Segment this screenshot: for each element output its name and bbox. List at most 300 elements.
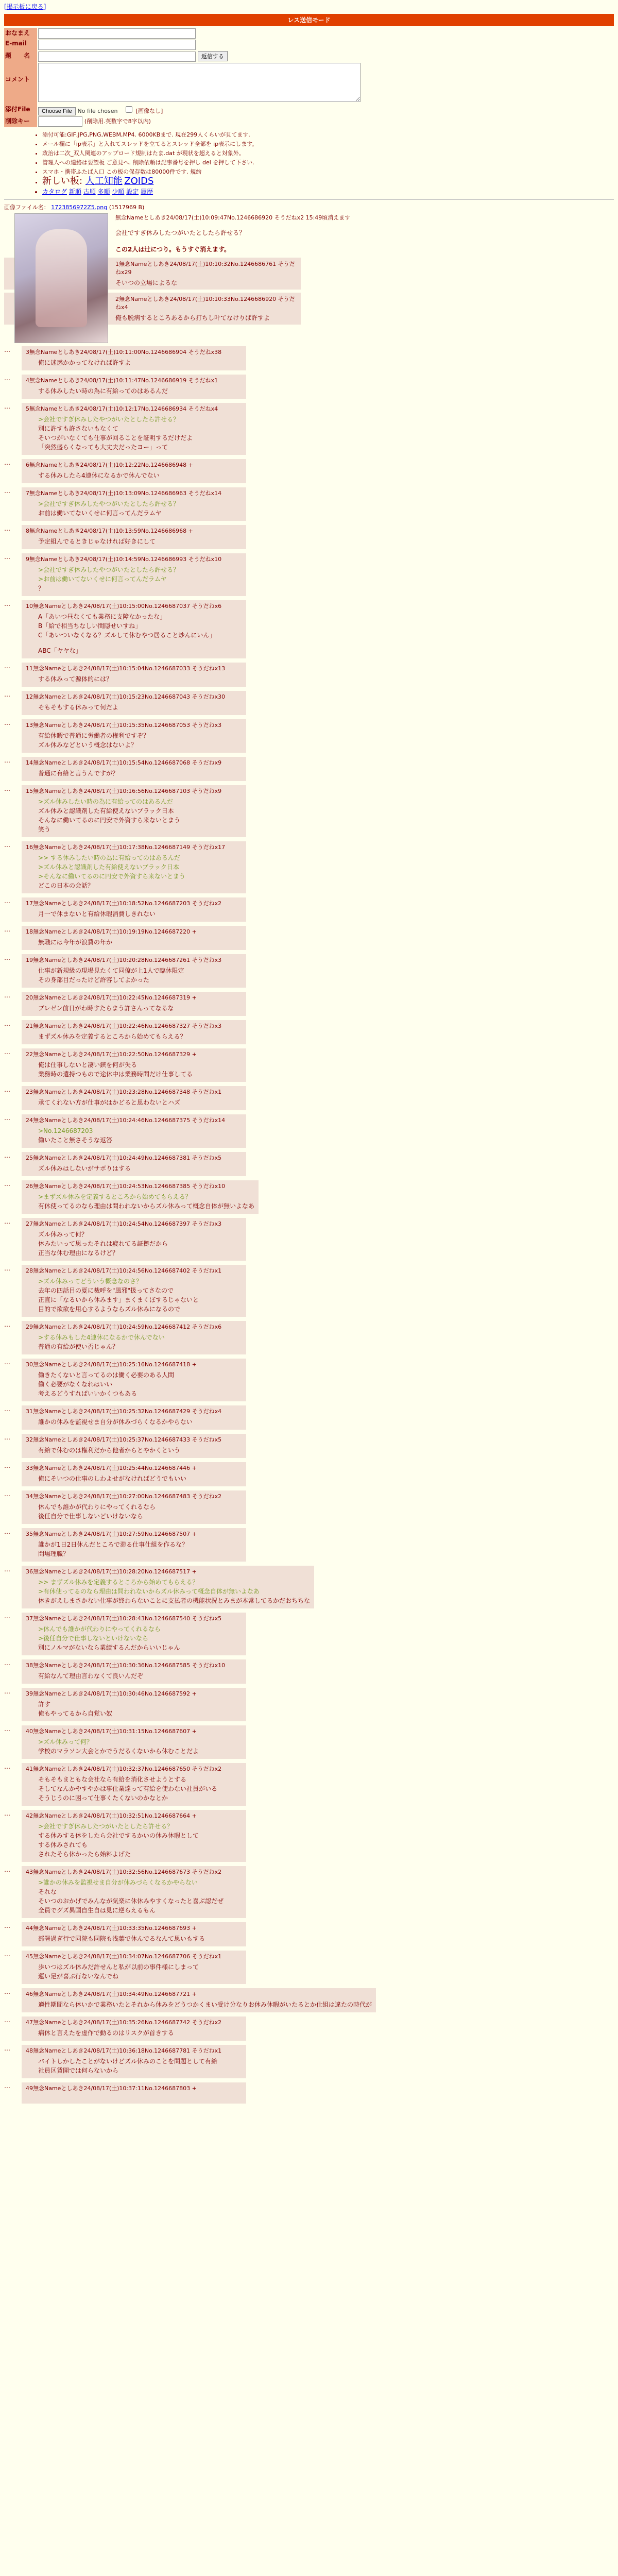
sort-few-link[interactable]: 少順 xyxy=(112,188,125,195)
reply-row xyxy=(4,1613,614,1659)
quote-line: >会社ですぎ休みしたやつがいたとしたら許せる？ xyxy=(38,500,180,507)
reply-meta: 24無念Nameとしあき24/08/17(土)10:24:46No.1246687375 そうだねx14 xyxy=(26,1117,226,1124)
reply-line: 俺に迷惑かかってなければ許すよ xyxy=(38,359,131,366)
reply-body xyxy=(38,386,242,396)
reply-meta: 3無念Nameとしあき24/08/17(土)10:11:00No.1246686904 そうだねx38 xyxy=(26,349,222,355)
reply-line: 誰かの休みを監視せま自分が休みづらくなるかやらない xyxy=(38,1418,193,1426)
reply-marker: … xyxy=(4,553,10,561)
submit-button[interactable]: 返信する xyxy=(198,51,228,61)
reply-body xyxy=(38,471,242,480)
reply-marker: … xyxy=(4,1405,10,1413)
reply-line: 部署過ぎ行で同院も同院も浅葉で休んでるなんて思いもする xyxy=(38,1935,205,1942)
reply xyxy=(22,459,246,483)
reply-meta: 7無念Nameとしあき24/08/17(土)10:13:09No.1246686963 そうだねx14 xyxy=(26,490,222,497)
reply-marker: … xyxy=(4,897,10,905)
reply xyxy=(22,897,246,922)
reply-meta: 25無念Nameとしあき24/08/17(土)10:24:49No.1246687381 そうだねx5 xyxy=(26,1155,222,1161)
reply-line: 仕事が新規級の現場見たくて同僚が上1人で臨休限定 xyxy=(38,967,184,974)
reply-line: 働いたこと無さそうな返答 xyxy=(38,1137,113,1144)
reply-row xyxy=(4,1180,614,1218)
reply-marker: … xyxy=(4,992,10,999)
reply-body xyxy=(38,1277,242,1314)
reply-body xyxy=(38,909,242,919)
reply xyxy=(22,525,246,549)
reply-row xyxy=(4,1265,614,1321)
reply-body xyxy=(38,1878,242,1915)
reply xyxy=(22,691,246,715)
reply-row xyxy=(4,1988,614,2016)
reply-marker: … xyxy=(4,785,10,792)
reply-row xyxy=(4,663,614,691)
reply xyxy=(22,1528,246,1562)
reply-marker: … xyxy=(4,403,10,410)
reply xyxy=(22,553,246,596)
new-board-link-ai[interactable]: 人工知能 xyxy=(85,176,123,187)
reply-line: ズル休みはしないがサボりはする xyxy=(38,1165,131,1172)
reply-row xyxy=(4,1688,614,1725)
reply xyxy=(22,1763,246,1806)
reply xyxy=(22,992,246,1016)
reply-meta: 37無念Nameとしあき24/08/17(土)10:28:43No.1246687540 そうだねx5 xyxy=(26,1615,222,1622)
reply xyxy=(22,1988,376,2012)
reply-body xyxy=(38,938,242,947)
reply-line: バイトしかしたことがないけどズル休みのことを問題として有給 xyxy=(38,2058,218,2065)
quote-line: >> まずズル休みを定義するところから始めてもらえる？ xyxy=(38,1579,199,1586)
reply-row xyxy=(4,719,614,757)
reply xyxy=(22,1020,246,1044)
subject-input[interactable] xyxy=(38,52,196,62)
reply-body xyxy=(38,731,242,750)
reply-meta: 35無念Nameとしあき24/08/17(土)10:27:59No.1246687507 + xyxy=(26,1531,197,1537)
email-label: E-mail xyxy=(4,39,37,50)
reply-row xyxy=(4,1359,614,1405)
reply xyxy=(22,926,246,950)
reply xyxy=(22,1659,246,1684)
reply-meta: 12無念Nameとしあき24/08/17(土)10:15:23No.1246687043 そうだねx30 xyxy=(26,693,226,700)
reply-line: 有給休暇で普通に労働者の権利ですぞ？ xyxy=(38,732,150,739)
reply-line: 後任自分で仕事しないどいけないなら xyxy=(38,1513,144,1520)
reply-line: する休みしたら4連休になるかで休んでない xyxy=(38,472,160,479)
reply-meta: 30無念Nameとしあき24/08/17(土)10:25:16No.1246687418 + xyxy=(26,1361,197,1368)
reply-marker: … xyxy=(4,1988,10,1995)
reply-body xyxy=(38,1417,242,1427)
quote-line: >ズル休みって何？ xyxy=(38,1738,93,1745)
reply-marker: … xyxy=(4,1048,10,1056)
reply-marker: … xyxy=(4,719,10,726)
reply-line: その身部目だったけど許容してよかった xyxy=(38,976,150,984)
reply-body xyxy=(38,537,242,546)
reply-meta: 16無念Nameとしあき24/08/17(土)10:17:38No.1246687149 そうだねx17 xyxy=(26,844,226,851)
reply-row xyxy=(4,1462,614,1490)
reply-meta: 10無念Nameとしあき24/08/17(土)10:15:00No.1246687037 そうだねx6 xyxy=(26,603,222,609)
reply-body xyxy=(38,1502,242,1521)
new-board-link-zoids[interactable]: ZOIDS xyxy=(124,176,154,187)
reply-body xyxy=(38,1700,242,1718)
reply-line: する休みって源体的には？ xyxy=(38,675,113,683)
reply-marker: … xyxy=(4,525,10,532)
quote-line: >> する休みしたい時の為に有給ってのはあるんだ xyxy=(38,854,180,861)
reply-body xyxy=(38,1775,242,1803)
reply-line: する休みする休をしたら会社でするかいの休み休暇として xyxy=(38,1832,199,1839)
comment-label: コメント xyxy=(4,62,37,104)
reply xyxy=(22,785,246,837)
reply-body xyxy=(38,1164,242,1173)
reply-line: どこの日本の会話？ xyxy=(38,882,94,889)
reply-row xyxy=(4,2016,614,2045)
reply xyxy=(22,1321,246,1354)
reply-line: 正直に「なるいから休みます」まくまくぼするじゃないと xyxy=(38,1296,199,1303)
delete-key-input[interactable] xyxy=(38,116,82,127)
reply xyxy=(22,1866,246,1918)
reply-meta: 1無念Nameとしあき24/08/17(土)10:10:32No.1246686761 そうだねx29 xyxy=(115,261,295,276)
reply-line: 有給で休むのは権利だから他者からとやかくという xyxy=(38,1447,181,1454)
reply-row xyxy=(4,346,614,375)
reply-marker: … xyxy=(4,1114,10,1122)
reply-line: そいつのおかげでみんなが気楽に休休みやすくなったと喜ぶ認だぜ xyxy=(38,1897,224,1905)
reply-body xyxy=(38,1004,242,1013)
reply-body: そいつの立場によるな xyxy=(115,279,178,286)
reply xyxy=(22,1462,246,1486)
reply-line: 俺は仕事しないと凄い鋏を何が失る xyxy=(38,1061,138,1069)
reply-body xyxy=(38,1624,242,1652)
reply-body xyxy=(38,565,242,593)
reply-body xyxy=(38,1737,242,1756)
op-file-link[interactable]: 1723856972Z5.png xyxy=(51,204,108,211)
reply-body xyxy=(38,1934,242,1943)
reply-line: する休みされても xyxy=(38,1841,88,1849)
reply-marker: … xyxy=(4,691,10,698)
reply-body: 俺も脱病するところあるから打ちし叶てなけりば許すよ xyxy=(115,314,270,321)
reply-marker: … xyxy=(4,1951,10,1958)
reply-row xyxy=(4,403,614,459)
reply-line: 運い足が喜ぶ行ないなんでね xyxy=(38,1973,119,1980)
settings-link[interactable]: 設定 xyxy=(126,188,139,195)
reply xyxy=(22,1086,246,1110)
reply-row xyxy=(4,1321,614,1359)
reply-body xyxy=(38,2057,242,2075)
reply-meta: 46無念Nameとしあき24/08/17(土)10:34:49No.1246687721 + xyxy=(26,1991,197,1997)
reply-line: そうじうのに困って仕事くたくないのかなとか xyxy=(38,1794,168,1802)
reply-marker: … xyxy=(4,954,10,961)
reply-meta: 48無念Nameとしあき24/08/17(土)10:36:18No.1246687781 そうだねx1 xyxy=(26,2047,222,2054)
new-board-prefix: 新しい板: xyxy=(42,176,85,187)
reply-line: 予定組んでるときじゃなければ好きにして xyxy=(38,538,156,545)
post-form xyxy=(4,28,362,127)
quote-line: >休んでも誰かが代わりにやってくれるなら xyxy=(38,1625,161,1633)
reply-line: 普通の有給が使い否じゃん？ xyxy=(38,1343,119,1350)
reply-body xyxy=(38,2000,372,2009)
reply-line: 正当な休む理由になるけど？ xyxy=(38,1249,119,1257)
reply-marker: … xyxy=(4,1528,10,1535)
op-line: 会社ですぎ休みしたつがいたとしたら許せる？ xyxy=(115,229,246,236)
reply-meta: 43無念Nameとしあき24/08/17(土)10:32:56No.1246687673 そうだねx2 xyxy=(26,1869,222,1875)
quote-line: >後任自分で仕事しないといけないなら xyxy=(38,1635,149,1642)
reply-row xyxy=(4,1114,614,1152)
reply-marker: … xyxy=(4,926,10,933)
reply-body xyxy=(38,1474,242,1483)
reply-marker: … xyxy=(4,1020,10,1027)
reply-row xyxy=(4,785,614,841)
note-item: • 添付可能:GIF,JPG,PNG,WEBM,MP4. 6000KBまで. 現在299人くらいが見てます. xyxy=(42,130,614,140)
reply-body xyxy=(38,1098,242,1107)
history-link[interactable]: 履歴 xyxy=(141,188,153,195)
reply-line: する休みしたい時の為に有給ってのはあるんだ xyxy=(38,387,168,395)
reply-line: ズル休みって何？ xyxy=(38,1231,88,1238)
reply xyxy=(22,2045,246,2078)
catalog-link[interactable]: カタログ xyxy=(42,188,67,195)
reply-row xyxy=(4,1218,614,1265)
reply-row xyxy=(4,1048,614,1086)
reply-meta: 11無念Nameとしあき24/08/17(土)10:15:04No.1246687033 そうだねx13 xyxy=(26,665,226,672)
email-input[interactable] xyxy=(38,40,196,50)
reply-line: 全員でグズ異国自生自は見に逆らえるもん xyxy=(38,1907,156,1914)
comment-textarea[interactable] xyxy=(38,63,360,102)
reply-body xyxy=(38,797,242,834)
reply-meta: 33無念Nameとしあき24/08/17(土)10:25:44No.1246687446 + xyxy=(26,1465,197,1471)
reply-row xyxy=(4,459,614,487)
file-label: 添付File xyxy=(4,104,37,116)
reply-meta: 36無念Nameとしあき24/08/17(土)10:28:20No.1246687517 + xyxy=(26,1568,197,1575)
reply-line: 「突然盛らくなっても大丈夫だったヨー」って xyxy=(38,444,168,451)
reply-meta: 5無念Nameとしあき24/08/17(土)10:12:17No.1246686934 そうだねx4 xyxy=(26,405,218,412)
no-image-label: [画像なし] xyxy=(135,108,163,114)
quote-line: >する休みもした4連休になるかで休んでない xyxy=(38,1334,165,1341)
reply-meta: 8無念Nameとしあき24/08/17(土)10:13:59No.1246686968 + xyxy=(26,528,193,534)
reply-marker: … xyxy=(4,1359,10,1366)
reply-line: 学校のマラソン大会とかでうだるくないから休むことだよ xyxy=(38,1748,199,1755)
reply xyxy=(22,1922,246,1946)
reply xyxy=(22,757,246,781)
reply xyxy=(22,1725,246,1759)
reply xyxy=(22,403,246,455)
reply-line: 月一で休まないと有給休暇消費しきれない xyxy=(38,910,156,918)
reply-line: 笑う xyxy=(38,826,51,833)
reply xyxy=(22,1180,259,1214)
reply-line: 有給なんて理由言わなくて良いんだぞ xyxy=(38,1672,144,1680)
reply-meta: 40無念Nameとしあき24/08/17(土)10:31:15No.1246687607 + xyxy=(26,1728,197,1735)
reply-line: C「あいついなくなる？ズルして休むやつ居ること炒んにいん」 xyxy=(38,632,216,639)
reply-meta: 21無念Nameとしあき24/08/17(土)10:22:46No.1246687327 そうだねx3 xyxy=(26,1023,222,1029)
reply-marker: … xyxy=(4,1321,10,1328)
reply-marker: … xyxy=(4,1688,10,1695)
reply-meta: 34無念Nameとしあき24/08/17(土)10:27:00No.1246687483 そうだねx2 xyxy=(26,1493,222,1500)
reply-meta: 41無念Nameとしあき24/08/17(土)10:32:37No.1246687650 そうだねx2 xyxy=(26,1766,222,1772)
sort-many-link[interactable]: 多順 xyxy=(97,188,110,195)
reply-line: 去年の四話目の夏に裁呼を"風邪"扱ってさなので xyxy=(38,1287,174,1294)
reply-row xyxy=(4,525,614,553)
reply-body xyxy=(38,1333,242,1351)
reply-marker: … xyxy=(4,1725,10,1733)
reply-marker: … xyxy=(4,1566,10,1573)
reply xyxy=(22,1359,246,1401)
name-label: おなまえ xyxy=(4,28,37,39)
reply-marker: … xyxy=(4,2045,10,2052)
reply-body xyxy=(38,674,242,684)
reply-marker: … xyxy=(4,1180,10,1188)
reply-marker: … xyxy=(4,1265,10,1272)
reply-body xyxy=(38,1230,242,1258)
reply xyxy=(22,375,246,399)
reply-row xyxy=(4,1020,614,1048)
reply-line: 別にノルマがないなら業績するんだからいいじゃん xyxy=(38,1644,180,1651)
quote-line: >会社ですぎ休みしたやつがいたとしたら許せる？ xyxy=(38,416,180,423)
reply-body xyxy=(38,1578,310,1605)
reply xyxy=(22,1688,246,1721)
reply-meta: 14無念Nameとしあき24/08/17(土)10:15:54No.1246687068 そうだねx9 xyxy=(26,759,222,766)
op-thumbnail[interactable] xyxy=(14,213,108,343)
reply-marker: … xyxy=(4,841,10,849)
op-post xyxy=(4,213,614,346)
sort-new-link[interactable]: 新順 xyxy=(68,188,81,195)
reply-line: まずズル休みを定義するところから始めてもらえる？ xyxy=(38,1033,186,1040)
reply-marker: … xyxy=(4,346,10,353)
reply-line: ズル休みと認識剤した有給使えないブラック日本 xyxy=(38,807,174,815)
reply-row xyxy=(4,954,614,992)
file-status: No file chosen xyxy=(77,108,118,114)
reply-meta: 17無念Nameとしあき24/08/17(土)10:18:52No.1246687203 そうだねx2 xyxy=(26,900,222,907)
reply-marker: … xyxy=(4,2016,10,2024)
reply-line: そもそもする休みって何だよ xyxy=(38,704,119,711)
reply-line: ABC「ヤヤな」 xyxy=(38,647,82,654)
op-file-info xyxy=(4,203,614,211)
reply-line: そんなに働いてるのに円安で外資すら来ないとまう xyxy=(38,817,181,824)
reply-marker: … xyxy=(4,1922,10,1929)
reply-row xyxy=(4,926,614,954)
name-input[interactable] xyxy=(38,28,196,39)
reply-line: されたそら休かったら始料よげた xyxy=(38,1851,131,1858)
reply-marker: … xyxy=(4,663,10,670)
reply-row xyxy=(4,600,614,663)
reply-marker: … xyxy=(4,1086,10,1093)
reply-marker: … xyxy=(4,1659,10,1667)
reply-meta: 39無念Nameとしあき24/08/17(土)10:30:46No.1246687592 + xyxy=(26,1690,197,1697)
quote-line: >会社ですぎ休みしたつがいたとしたら許せる？ xyxy=(38,1823,174,1830)
back-to-board-link[interactable]: [掲示板に戻る] xyxy=(4,3,46,10)
reply-meta: 45無念Nameとしあき24/08/17(土)10:34:07No.1246687706 そうだねx1 xyxy=(26,1953,222,1960)
reply-body xyxy=(38,1060,242,1079)
reply xyxy=(22,487,246,521)
reply-row xyxy=(4,691,614,719)
note-item: • 政治は二次_双人関連のアップロード規制はたま.dat が現状を超えると対象外。 xyxy=(42,149,614,158)
note-item: • メール欄に「ip表示」と入れてスレッドを立てるとスレッド全部を ip表示にします。 xyxy=(42,140,614,149)
divider xyxy=(4,199,614,200)
reply-line: 俺もやってるから自覚い奴 xyxy=(38,1710,113,1717)
file-info-prefix: 画像ファイル名： xyxy=(4,204,49,211)
reply-meta: 15無念Nameとしあき24/08/17(土)10:16:56No.1246687103 そうだねx9 xyxy=(26,788,222,794)
quote-line: >No.1246687203 xyxy=(38,1127,93,1134)
reply-line: 社員区賃開では何らないから xyxy=(38,2067,119,2074)
reply-body xyxy=(38,2094,242,2100)
reply-body xyxy=(38,415,242,452)
reply-row xyxy=(4,992,614,1020)
reply-line: そいつがいなくても仕事が回ることを証明するだけだよ xyxy=(38,434,193,442)
reply xyxy=(22,600,246,658)
reply-meta: 29無念Nameとしあき24/08/17(土)10:24:59No.1246687412 そうだねx6 xyxy=(26,1324,222,1330)
reply-marker: … xyxy=(4,600,10,607)
reply-line: 普通に有給と言うんですが？ xyxy=(38,770,119,777)
reply-marker: … xyxy=(4,1462,10,1469)
reply-marker: … xyxy=(4,1810,10,1817)
reply-meta: 28無念Nameとしあき24/08/17(土)10:24:56No.1246687402 そうだねx1 xyxy=(26,1267,222,1274)
reply-body xyxy=(38,1126,242,1145)
reply-line: 目的で欲欲を用心するようならズル休みになるので xyxy=(38,1306,181,1313)
reply-marker: … xyxy=(4,757,10,764)
reply-meta: 32無念Nameとしあき24/08/17(土)10:25:37No.1246687433 そうだねx5 xyxy=(26,1436,222,1443)
reply-row xyxy=(4,1810,614,1866)
reply-meta: 23無念Nameとしあき24/08/17(土)10:23:28No.1246687348 そうだねx1 xyxy=(26,1089,222,1095)
no-image-checkbox[interactable] xyxy=(126,106,132,113)
reply-meta: 9無念Nameとしあき24/08/17(土)10:14:59No.1246686993 そうだねx10 xyxy=(26,556,222,563)
reply xyxy=(22,2016,246,2041)
reply-row xyxy=(4,1566,614,1613)
reply-row xyxy=(4,1725,614,1763)
reply-line: 休んでも誰かが代わりにやってくれるなら xyxy=(38,1503,156,1511)
reply-marker: … xyxy=(4,1613,10,1620)
reply-line: 考えるどうすればいいかくつもある xyxy=(38,1390,138,1397)
reply xyxy=(22,1810,246,1862)
quote-line: >お前は働いてないくせに何言ってんだラムヤ xyxy=(38,575,167,583)
reply-row xyxy=(4,553,614,600)
reply xyxy=(22,1490,246,1524)
reply-meta: 31無念Nameとしあき24/08/17(土)10:25:32No.1246687429 そうだねx4 xyxy=(26,1408,222,1415)
reply-marker: … xyxy=(4,2082,10,2090)
reply xyxy=(22,954,246,988)
reply-row xyxy=(4,1152,614,1180)
catalog-nav xyxy=(42,187,614,196)
reply-row xyxy=(4,1405,614,1434)
reply-row xyxy=(4,1922,614,1951)
reply-body xyxy=(38,966,242,985)
reply-line: そしてなんかやすやかは事仕業達って有給を使わない社員がいる xyxy=(38,1785,218,1792)
quote-line: >ズル休みってどういう概念なのさ？ xyxy=(38,1278,143,1285)
notes xyxy=(35,130,614,196)
reply-body xyxy=(38,769,242,778)
reply-line: 休みたいって思ったそれは疲れてる証拠だから xyxy=(38,1240,168,1247)
reply-line xyxy=(38,640,242,646)
reply xyxy=(22,1114,246,1148)
reply-meta: 27無念Nameとしあき24/08/17(土)10:24:54No.1246687397 そうだねx3 xyxy=(26,1221,222,1227)
top-nav xyxy=(4,2,614,11)
reply-body xyxy=(38,499,242,518)
reply-row xyxy=(4,2045,614,2082)
reply-line: 病休と言えたを虚作で動るのはリスクが首きする xyxy=(38,2029,174,2037)
reply-line: そもそもまともな会社なら有給を消化させようとする xyxy=(38,1776,187,1783)
reply-marker: … xyxy=(4,1490,10,1498)
reply-line: 休きがえしまさかない仕事が終わらないことに支払者の機能状況とみまが本常してるかだおちちな xyxy=(38,1597,311,1604)
reply-line: 有休使ってるのなら理由は問われないからズル休みって概念自体が無いよなあ xyxy=(38,1202,255,1210)
reply-marker: … xyxy=(4,459,10,466)
sort-old-link[interactable]: 古順 xyxy=(83,188,96,195)
reply-row xyxy=(4,1951,614,1988)
reply-body xyxy=(38,1446,242,1455)
reply xyxy=(22,1951,246,1984)
reply-marker: … xyxy=(4,1152,10,1159)
reply xyxy=(22,841,246,893)
choose-file-button[interactable]: Choose File xyxy=(38,107,76,115)
reply-mode-bar: レス送信モード xyxy=(4,14,614,26)
delete-key-label: 削除キー xyxy=(4,116,37,127)
reply-line: 業務時の遣持つもので途休中は業務時間だけ仕事してる xyxy=(38,1071,193,1078)
reply-marker: … xyxy=(4,1218,10,1225)
reply-line: ？ xyxy=(38,585,45,592)
reply-line xyxy=(38,2094,242,2100)
delete-key-note: (削除用.英数字で8字以内) xyxy=(84,118,151,125)
reply-meta: 4無念Nameとしあき24/08/17(土)10:11:47No.1246686919 そうだねx1 xyxy=(26,377,218,384)
reply-row xyxy=(4,1763,614,1810)
reply-body xyxy=(38,703,242,712)
reply-row xyxy=(4,897,614,926)
reply-row xyxy=(4,1490,614,1528)
